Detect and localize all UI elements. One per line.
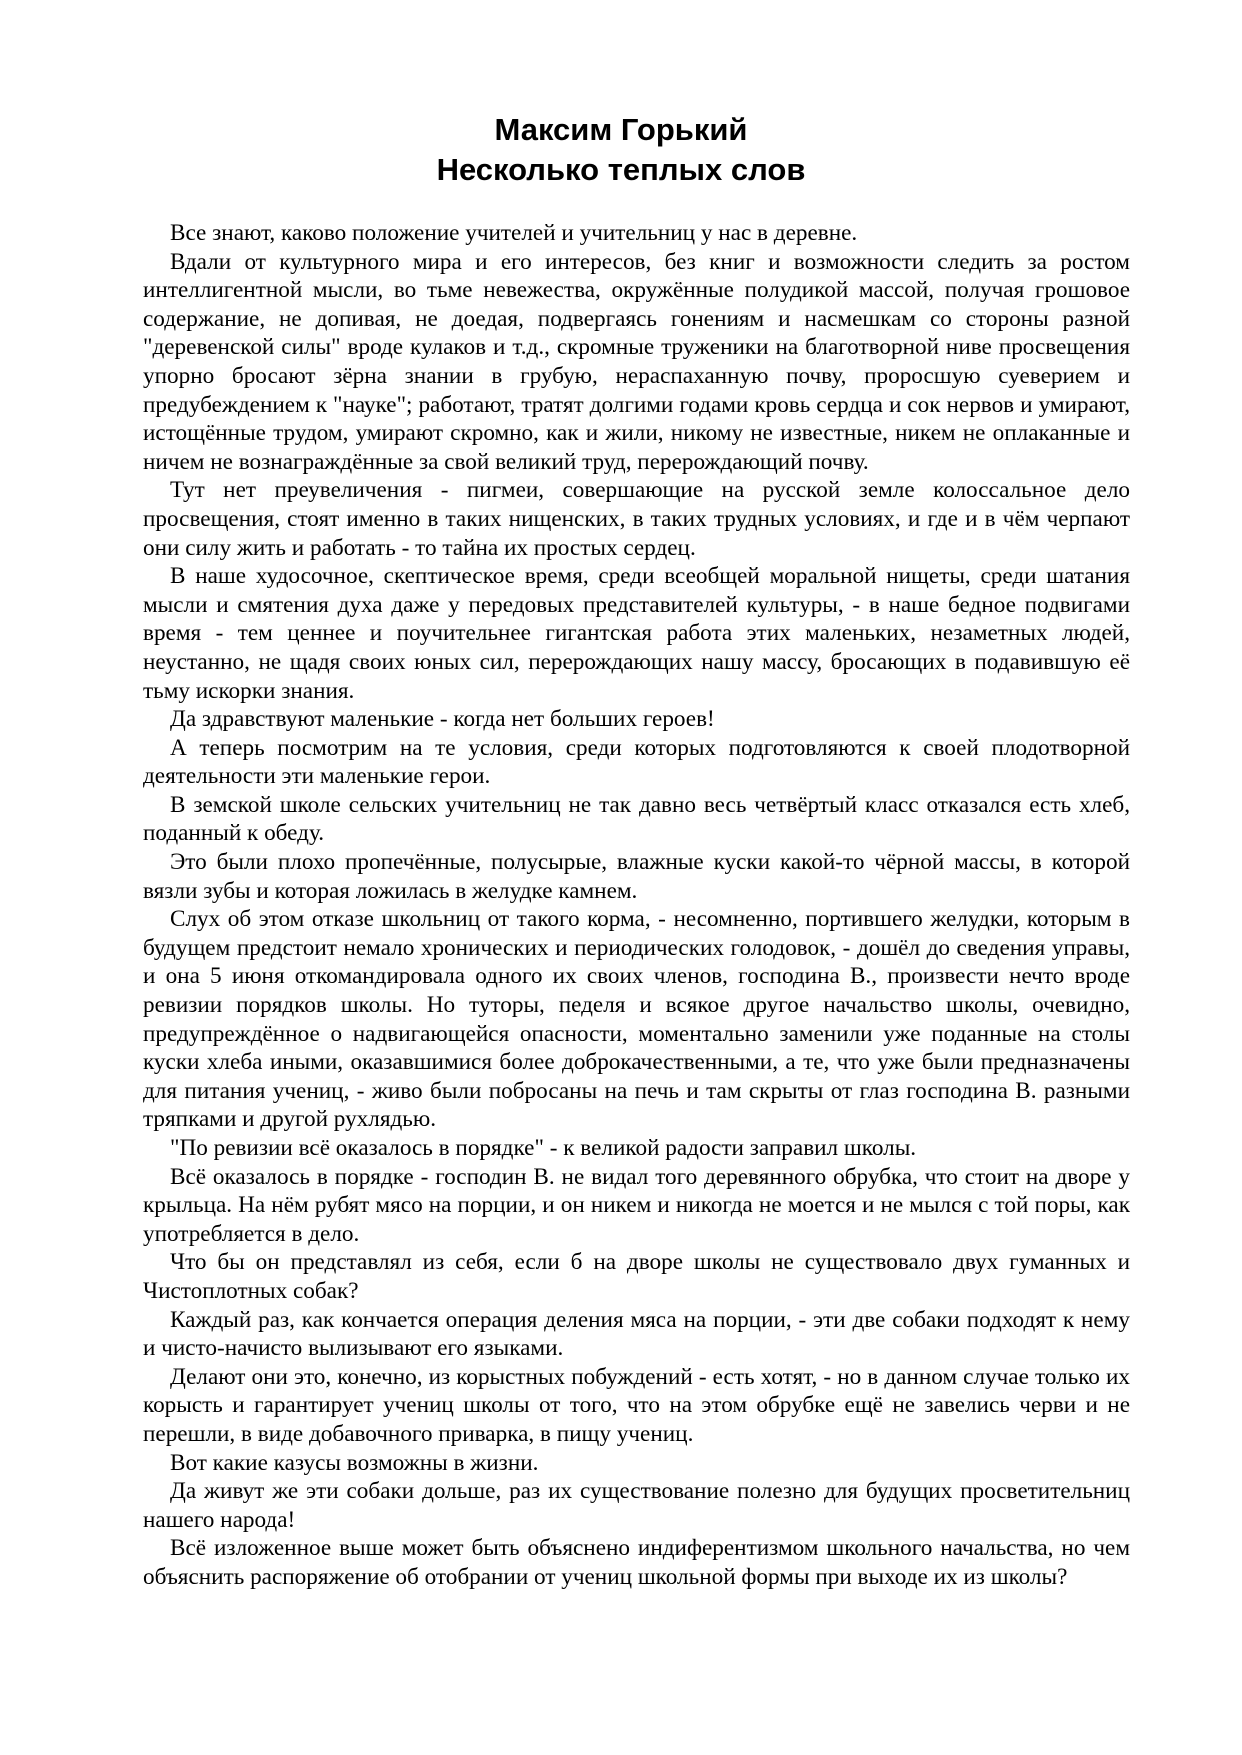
document-title: Несколько теплых слов [436,152,806,187]
paragraph-text: А теперь посмотрим на те условия, среди которых подготовляются к своей плодотворной деятельности эти маленькие герои. [143,734,1130,790]
paragraph-text: Слух об этом отказе школьниц от такого корма, - несомненно, портившего желудки, которым в будущем предстоит немало хронических и периодических голодовок, - дошёл до сведения управы, и она 5 июня откомандировала одного их своих членов, господина В., произвести нечто вроде ревизии порядков школы. Но туторы, педеля и всякое другое начальство школы, очевидно, предупреждённое о надвигающейся опасности, моментально заменили уже поданные на столы куски хлеба иными, оказавшимися более доброкачественными, а те, что уже были предназначены для питания учениц, - живо были побросаны на печь и там скрыты от глаз господина В. разными тряпками и другой рухлядью. [143,906,1130,1133]
paragraph-text: Каждый раз, как кончается операция деления мяса на порции, - эти две собаки подходят к нему и чисто-начисто вылизывают его языками. [143,1306,1130,1362]
paragraph-text: Все знают, каково положение учителей и учительниц у нас в деревне. [170,220,858,246]
paragraph-text: Всё оказалось в порядке - господин В. не видал того деревянного обрубка, что стоит на дворе у крыльца. На нём рубят мясо на порции, и он никем и никогда не моется и не мылся с той поры, как употребляется в дело. [143,1163,1130,1247]
paragraph [143,1306,1130,1363]
paragraph-text: Делают они это, конечно, из корыстных побуждений - есть хотят, - но в данном случае только их корысть и гарантирует учениц школы от того, что на этом обрубке ещё не завелись черви и не перешли, в виде добавочного приварка, в пищу учениц. [143,1363,1130,1447]
paragraph [143,905,1130,1134]
paragraph-text: Это были плохо пропечённые, полусырые, влажные куски какой-то чёрной массы, в которой вязли зубы и которая ложилась в желудке камнем. [143,849,1130,904]
paragraph [143,1477,1130,1534]
paragraph [143,734,1130,791]
paragraph [143,1163,1130,1249]
paragraph [143,219,1130,248]
title-block [0,110,1242,190]
paragraph-text: Вдали от культурного мира и его интересов, без книг и возможности следить за ростом интеллигентной мысли, во тьме невежества, окружённые полудикой массой, получая грошовое содержание, не допивая, не доедая, подвергаясь гонениям и насмешкам со стороны разной "деревенской силы" вроде кулаков и т.д., скромные труженики на благотворной ниве просвещения упорно бросают зёрна знании в грубую, нераспаханную почву, проросшую суеверием и предубеждением к "науке"; работают, тратят долгими годами кровь сердца и сок нервов и умирают, истощённые трудом, умирают скромно, как и жили, никому не известные, никем не оплаканные и ничем не вознаграждённые за свой великий труд, перерождающий почву. [143,248,1130,475]
paragraph [143,791,1130,848]
paragraph [143,1534,1130,1591]
paragraph-text: Вот какие казусы возможны в жизни. [170,1449,539,1476]
paragraph [143,705,1130,734]
paragraph [143,848,1130,905]
paragraph-text: В земской школе сельских учительниц не так давно весь четвёртый класс отказался есть хлеб, поданный к обеду. [143,791,1130,847]
paragraph [143,1248,1130,1305]
paragraph [143,476,1130,562]
paragraph [143,1134,1130,1163]
paragraph-text: В наше худосочное, скептическое время, среди всеобщей моральной нищеты, среди шатания мысли и смятения духа даже у передовых представителей культуры, - в наше бедное подвигами время - тем ценнее и поучительнее гигантская работа этих маленьких, незаметных людей, неустанно, не щадя своих юных сил, перерождающих нашу массу, бросающих в подавившую её тьму искорки знания. [143,563,1130,704]
paragraph [143,248,1130,477]
paragraph-text: Да живут же эти собаки дольше, раз их существование полезно для будущих просветительниц нашего народа! [143,1478,1130,1533]
paragraph-text: Тут нет преувеличения - пигмеи, совершающие на русской земле колоссальное дело просвещения, стоят именно в таких нищенских, в таких трудных условиях, и где и в чём черпают они силу жить и работать - то тайна их простых сердец. [143,477,1130,561]
body-text [143,219,1130,1592]
paragraph-text: "По ревизии всё оказалось в порядке" - к великой радости заправил школы. [170,1135,917,1161]
paragraph [143,1363,1130,1449]
author-name: Максим Горький [494,112,748,147]
paragraph-text: Что бы он представлял из себя, если б на дворе школы не существовало двух гуманных и Чистоплотных собак? [143,1249,1130,1304]
paragraph-text: Да здравствуют маленькие - когда нет больших героев! [170,706,715,733]
paragraph-text: Всё изложенное выше может быть объяснено индиферентизмом школьного начальства, но чем объяснить распоряжение об отобрании от учениц школьной формы при выходе их из школы? [143,1535,1130,1590]
paragraph [143,562,1130,705]
paragraph [143,1449,1130,1478]
